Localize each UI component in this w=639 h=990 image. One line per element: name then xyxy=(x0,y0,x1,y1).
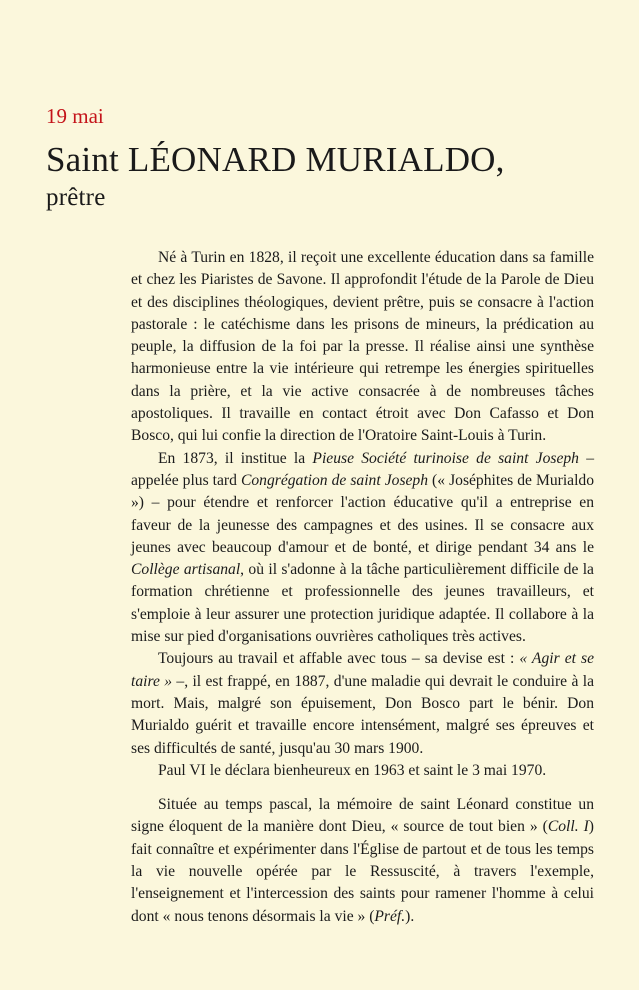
italic-text: Préf. xyxy=(374,907,406,925)
feast-date: 19 mai xyxy=(46,104,104,128)
text-segment: (« Joséphites de Murialdo ») – pour étendre et renforcer l'action éducative qu'il a entreprise en faveur de la jeunesse des campagnes et des usines. Il se consacre aux jeunes avec beaucoup d'amour et de bonté, et dirige pendant 34 ans le xyxy=(131,471,594,556)
italic-text: « Agir et se taire » xyxy=(131,650,594,690)
text-segment: –, il est frappé, en 1887, d'une maladie qui devrait le conduire à la mort. Mais, malgré son épuisement, Don Bosco part le bénir. Don Murialdo guérit et travaille encore intensément, malgré ses épreuves et ses difficultés de santé, jusqu'au 30 mars 1900. xyxy=(131,672,595,757)
text-segment: ) fait connaître et expérimenter dans l'Église de partout et de tous les temps la vie nouvelle opérée par le Ressuscité, à travers l'exemple, l'enseignement et l'intercession des saints pour ramener l'homme à celui dont « nous tenons désormais la vie » ( xyxy=(131,818,594,925)
paragraph xyxy=(131,448,594,649)
text-segment: Située au temps pascal, la mémoire de saint Léonard constitue un signe éloquent de la manière dont Dieu, « source de tout bien » ( xyxy=(131,796,594,836)
text-segment: Né à Turin en 1828, il reçoit une excellente éducation dans sa famille et chez les Piaristes de Savone. Il approfondit l'étude de la Parole de Dieu et des disciplines théologiques, devient prêtre, puis se consacre à l'action pastorale : le catéchisme dans les prisons de mineurs, la prédication au peuple, la diffusion de la foi par la presse. Il réalise ainsi une synthèse harmonieuse entre la vie intérieure qui retrempe les énergies spirituelles dans la prière, et la vie active consacrée à de nombreuses tâches apostoliques. Il travaille en contact étroit avec Don Cafasso et Don Bosco, qui lui confie la direction de l'Oratoire Saint-Louis à Turin. xyxy=(131,249,594,445)
italic-text: Coll. I xyxy=(547,818,589,836)
text-segment: ). xyxy=(405,907,415,925)
biography-text xyxy=(131,247,594,928)
italic-text: Pieuse Société turinoise de saint Joseph xyxy=(312,449,579,467)
text-segment: En 1873, il institue la xyxy=(158,449,313,467)
italic-text: Collège artisanal xyxy=(131,561,241,579)
italic-text: Congrégation de saint Joseph xyxy=(240,471,429,489)
paragraph xyxy=(131,794,594,928)
text-segment: , où il s'adonne à la tâche particulièrement difficile de la formation chrétienne et professionnelle des jeunes travailleurs, et s'emploie à leur assurer une protection juridique adaptée. Il collabore à la mise sur pied d'organisations ouvrières catholiques très actives. xyxy=(131,561,594,646)
text-segment: – appelée plus tard xyxy=(131,449,595,489)
text-segment: Toujours au travail et affable avec tous – sa devise est : xyxy=(158,650,520,668)
text-segment: Paul VI le déclara bienheureux en 1963 et saint le 3 mai 1970. xyxy=(158,761,547,779)
paragraph xyxy=(131,247,594,448)
saint-title xyxy=(46,140,505,214)
paragraph xyxy=(131,648,594,759)
saint-subtitle: prêtre xyxy=(46,184,106,211)
paragraph xyxy=(131,760,594,782)
saint-name: Saint LÉONARD MURIALDO, xyxy=(46,140,505,179)
